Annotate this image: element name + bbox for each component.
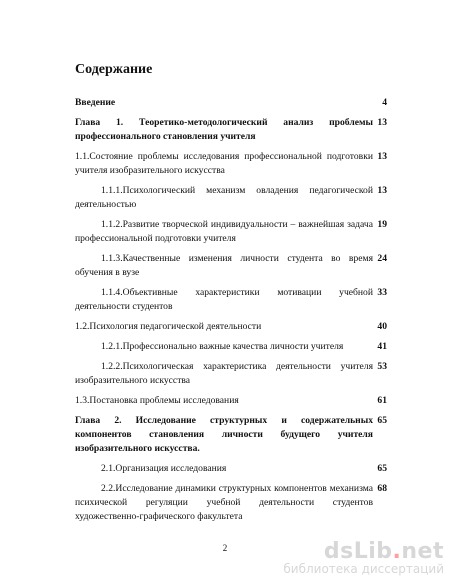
toc-entry-page: 19	[377, 219, 387, 230]
toc-entry-page: 4	[382, 97, 387, 108]
toc-entry-page: 13	[377, 151, 387, 162]
toc-entry	[75, 482, 385, 524]
toc-entry	[75, 360, 385, 388]
toc-entry	[75, 286, 385, 314]
toc-entry	[75, 414, 385, 456]
toc-entry-page: 65	[377, 415, 387, 426]
toc-entry-title: 2.1.Организация исследования	[101, 463, 227, 474]
toc-entry-title: Глава 1. Теоретико-методологический анализ проблемы профессионального становления учителя	[75, 117, 373, 142]
page-number: 2	[222, 543, 228, 553]
toc-entry-page: 40	[377, 321, 387, 332]
toc-entry-page: 61	[377, 395, 387, 406]
toc-entry-title: 1.1.4.Объективные характеристики мотивации учебной деятельности студентов	[75, 287, 373, 312]
toc-entry-page: 41	[377, 341, 387, 352]
table-of-contents	[75, 96, 385, 530]
toc-entry-page: 24	[377, 253, 387, 264]
toc-entry	[75, 96, 385, 110]
toc-entry-page: 13	[377, 117, 387, 128]
toc-entry	[75, 462, 385, 476]
toc-entry	[75, 150, 385, 178]
toc-entry-title: 1.1.Состояние проблемы исследования профессиональной подготовки учителя изобразительного искусства	[75, 151, 373, 176]
toc-entry-page: 13	[377, 185, 387, 196]
toc-entry	[75, 320, 385, 334]
toc-entry	[75, 340, 385, 354]
toc-entry	[75, 252, 385, 280]
watermark-logo: dsLib.net библиотека диссертаций	[283, 539, 444, 576]
toc-entry-title: 1.1.1.Психологический механизм овладения педагогической деятельностью	[75, 185, 373, 210]
toc-entry	[75, 394, 385, 408]
toc-entry-page: 53	[377, 361, 387, 372]
toc-entry-title: 1.1.2.Развитие творческой индивидуальности – важнейшая задача профессиональной подготовки учителя	[75, 219, 373, 244]
toc-entry	[75, 184, 385, 212]
toc-entry-title: 1.1.3.Качественные изменения личности студента во время обучения в вузе	[75, 253, 373, 278]
toc-entry	[75, 218, 385, 246]
toc-entry-title: 1.2.1.Профессионально важные качества личности учителя	[101, 341, 344, 352]
toc-entry-title: Глава 2. Исследование структурных и содержательных компонентов становления личности будущего учителя изобразительного искусства.	[75, 415, 373, 454]
toc-entry	[75, 116, 385, 144]
toc-entry-page: 68	[377, 483, 387, 494]
toc-entry-title: 2.2.Исследование динамики структурных компонентов механизма психической регуляции учебной деятельности студентов художественно-графического факультета	[75, 483, 373, 522]
toc-entry-title: Введение	[75, 97, 116, 108]
toc-entry-title: 1.2.Психология педагогической деятельности	[75, 321, 262, 332]
toc-entry-page: 65	[377, 463, 387, 474]
toc-entry-title: 1.3.Постановка проблемы исследования	[75, 395, 239, 406]
page-title: Содержание	[75, 62, 153, 77]
toc-entry-page: 33	[377, 287, 387, 298]
toc-entry-title: 1.2.2.Психологическая характеристика деятельности учителя изобразительного искусства	[75, 361, 373, 386]
